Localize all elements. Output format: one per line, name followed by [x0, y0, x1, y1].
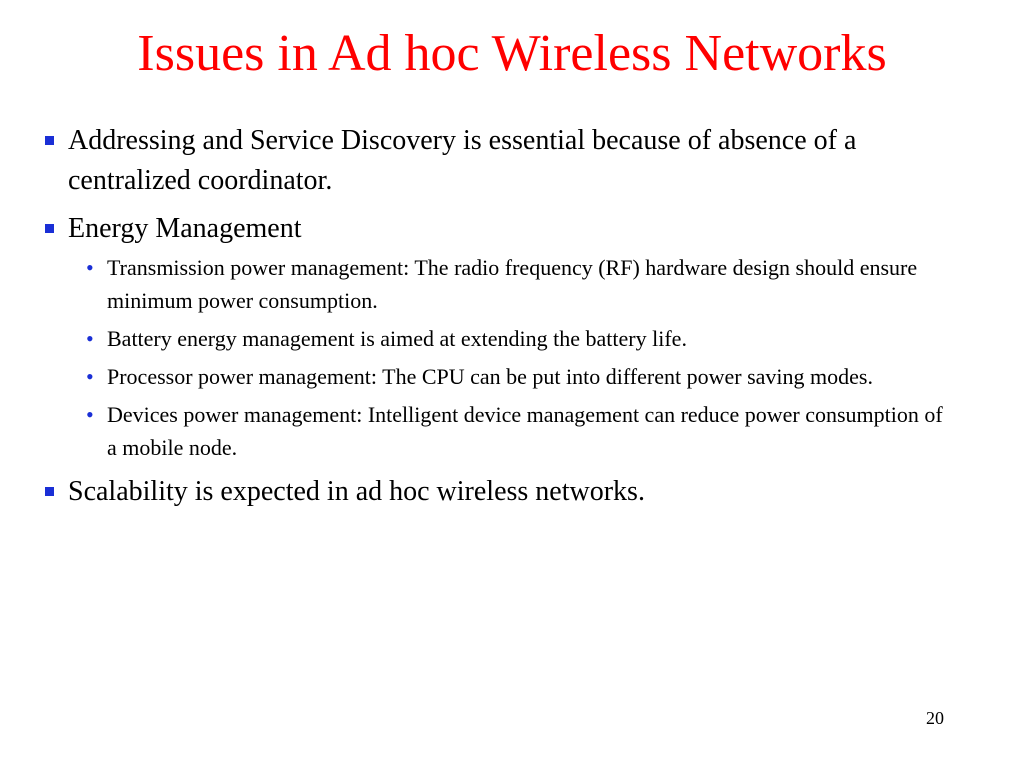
sub-bullet-list [0, 251, 1024, 464]
sub-bullet-text: Battery energy management is aimed at extending the battery life. [107, 326, 687, 351]
dot-bullet-icon: • [86, 402, 94, 427]
bullet-text: Addressing and Service Discovery is essential because of absence of a centralized coordinator. [68, 125, 857, 196]
sub-bullet-item [0, 360, 1024, 393]
sub-bullet-text: Devices power management: Intelligent device management can reduce power consumption of a mobile node. [107, 402, 943, 460]
bullet-text: Energy Management [68, 213, 302, 244]
bullet-text: Scalability is expected in ad hoc wireless networks. [68, 476, 645, 507]
bullet-list [0, 121, 1024, 520]
bullet-item [0, 209, 1024, 249]
dot-bullet-icon: • [86, 255, 94, 280]
sub-bullet-item [0, 398, 1024, 464]
square-bullet-icon [45, 136, 54, 145]
sub-bullet-item [0, 322, 1024, 355]
sub-bullet-item [0, 251, 1024, 317]
dot-bullet-icon: • [86, 326, 94, 351]
sub-bullet-group [0, 251, 1024, 464]
slide-title: Issues in Ad hoc Wireless Networks [137, 25, 887, 82]
sub-bullet-text: Processor power management: The CPU can be put into different power saving modes. [107, 364, 873, 389]
square-bullet-icon [45, 487, 54, 496]
dot-bullet-icon: • [86, 364, 94, 389]
bullet-item [0, 121, 1024, 201]
sub-bullet-text: Transmission power management: The radio frequency (RF) hardware design should ensure minimum power consumption. [107, 255, 918, 313]
square-bullet-icon [45, 224, 54, 233]
page-number: 20 [926, 708, 944, 728]
bullet-item [0, 472, 1024, 512]
